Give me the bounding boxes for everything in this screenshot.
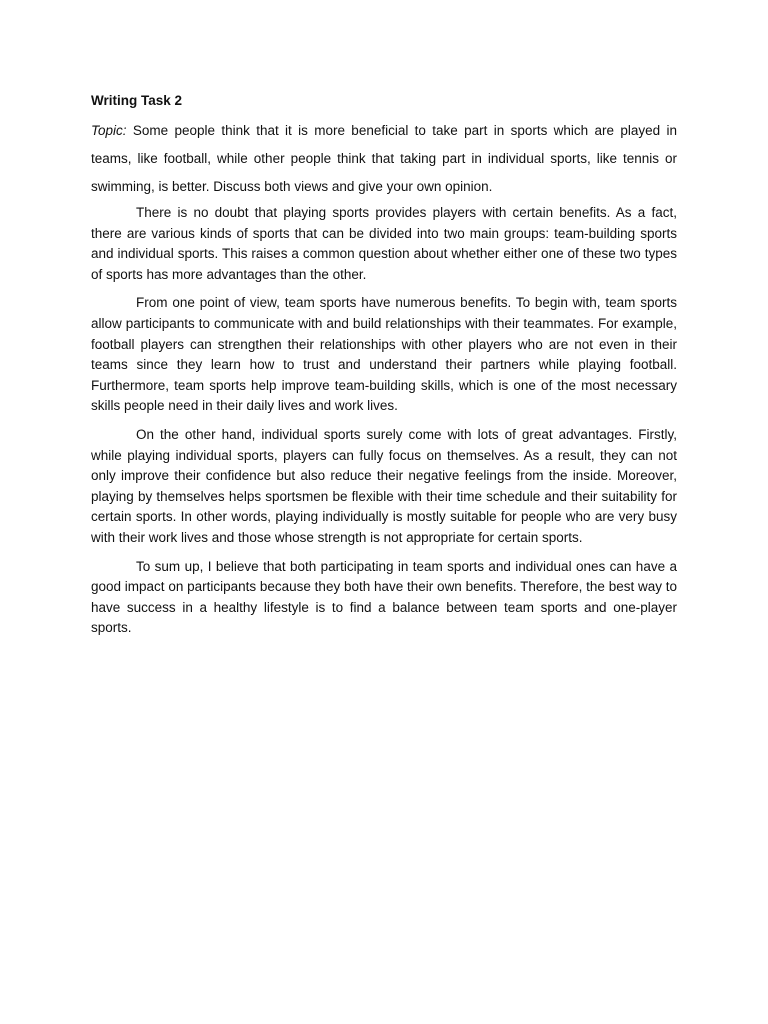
topic-label: Topic:: [91, 123, 127, 138]
paragraph-team-sports: From one point of view, team sports have numerous benefits. To begin with, team sports allow participants to communicate with and build relationships with their teammates. For example, football players can strengthen their relationships with other players who are not even in their teams since they learn how to trust and understand their partners while playing football. Furthermore, team sports help improve team-building skills, which is one of the most necessary skills people need in their daily lives and work lives.: [91, 295, 677, 414]
document-title: Writing Task 2: [91, 93, 183, 108]
paragraph-conclusion: To sum up, I believe that both participating in team sports and individual ones can have a good impact on participants because they both have their own benefits. Therefore, the best way to have success in a healthy lifestyle is to find a balance between team sports and one-player sports.: [91, 558, 677, 636]
topic-prompt: [91, 117, 677, 201]
paragraph-individual-sports: On the other hand, individual sports surely come with lots of great advantages. Firstly, while playing individual sports, players can fully focus on themselves. As a result, they can not only improve their confidence but also reduce their negative feelings from the inside. Moreover, playing by themselves helps sportsmen be flexible with their time schedule and their suitability for certain sports. In other words, playing individually is mostly suitable for people who are very busy with their work lives and those whose strength is not appropriate for certain sports.: [91, 426, 677, 545]
document-page: [91, 91, 677, 647]
paragraph-introduction: There is no doubt that playing sports provides players with certain benefits. As a fact, there are various kinds of sports that can be divided into two main groups: team-building sports and individual sports. This raises a common question about whether either one of these two types of sports has more advantages than the other.: [91, 205, 677, 282]
topic-text: Some people think that it is more beneficial to take part in sports which are played in teams, like football, while other people think that taking part in individual sports, like tennis or swimming, is better. Discuss both views and give your own opinion.: [91, 123, 677, 194]
